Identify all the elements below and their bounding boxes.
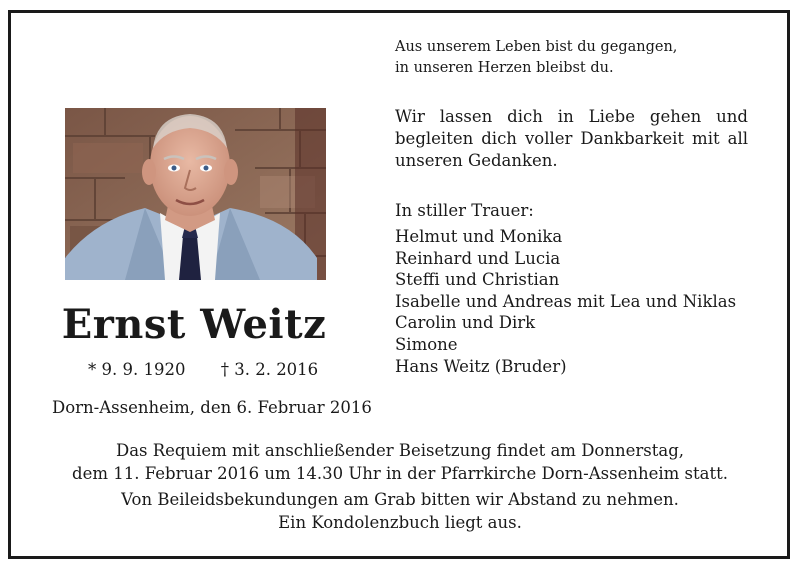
- poem: [395, 37, 677, 79]
- notice-line: Von Beileidsbekundungen am Grab bitten wir Abstand zu nehmen.: [121, 490, 679, 509]
- mourner-name: Isabelle und Andreas mit Lea und Niklas: [395, 291, 737, 311]
- place-and-date: Dorn-Assenheim, den 6. Februar 2016: [52, 398, 372, 417]
- notice-line: Das Requiem mit anschließender Beisetzung findet am Donnerstag,: [115, 441, 685, 460]
- birth-date: * 9. 9. 1920: [88, 360, 186, 379]
- poem-line: Aus unserem Leben bist du gegangen,: [395, 39, 678, 55]
- poem-line: in unseren Herzen bleibst du.: [395, 60, 614, 76]
- quote-line: Wir lassen dich in Liebe gehen und: [395, 107, 748, 126]
- notice-line: dem 11. Februar 2016 um 14.30 Uhr in der Pfarrkirche Dorn-Assenheim statt.: [72, 463, 728, 483]
- quote-line: begleiten dich voller Dankbarkeit mit all: [395, 129, 748, 148]
- funeral-notice: [20, 440, 780, 534]
- mourning-heading: In stiller Trauer:: [395, 201, 534, 220]
- mourner-name: Hans Weitz (Bruder): [395, 356, 567, 376]
- farewell-quote: [395, 106, 748, 172]
- mourner-name: Steffi und Christian: [395, 270, 560, 290]
- mourner-name: Carolin und Dirk: [395, 313, 536, 333]
- notice-line: Ein Kondolenzbuch liegt aus.: [278, 512, 522, 532]
- life-dates: [88, 360, 318, 379]
- mourner-name: Helmut und Monika: [395, 227, 563, 246]
- portrait-photo: [65, 108, 326, 280]
- mourner-name: Simone: [395, 334, 458, 354]
- death-date: † 3. 2. 2016: [220, 360, 319, 379]
- mourners-list: [395, 226, 736, 377]
- quote-line: unseren Gedanken.: [395, 151, 558, 170]
- portrait-illustration: [65, 108, 326, 280]
- mourner-name: Reinhard und Lucia: [395, 248, 561, 268]
- deceased-name: Ernst Weitz: [61, 301, 327, 348]
